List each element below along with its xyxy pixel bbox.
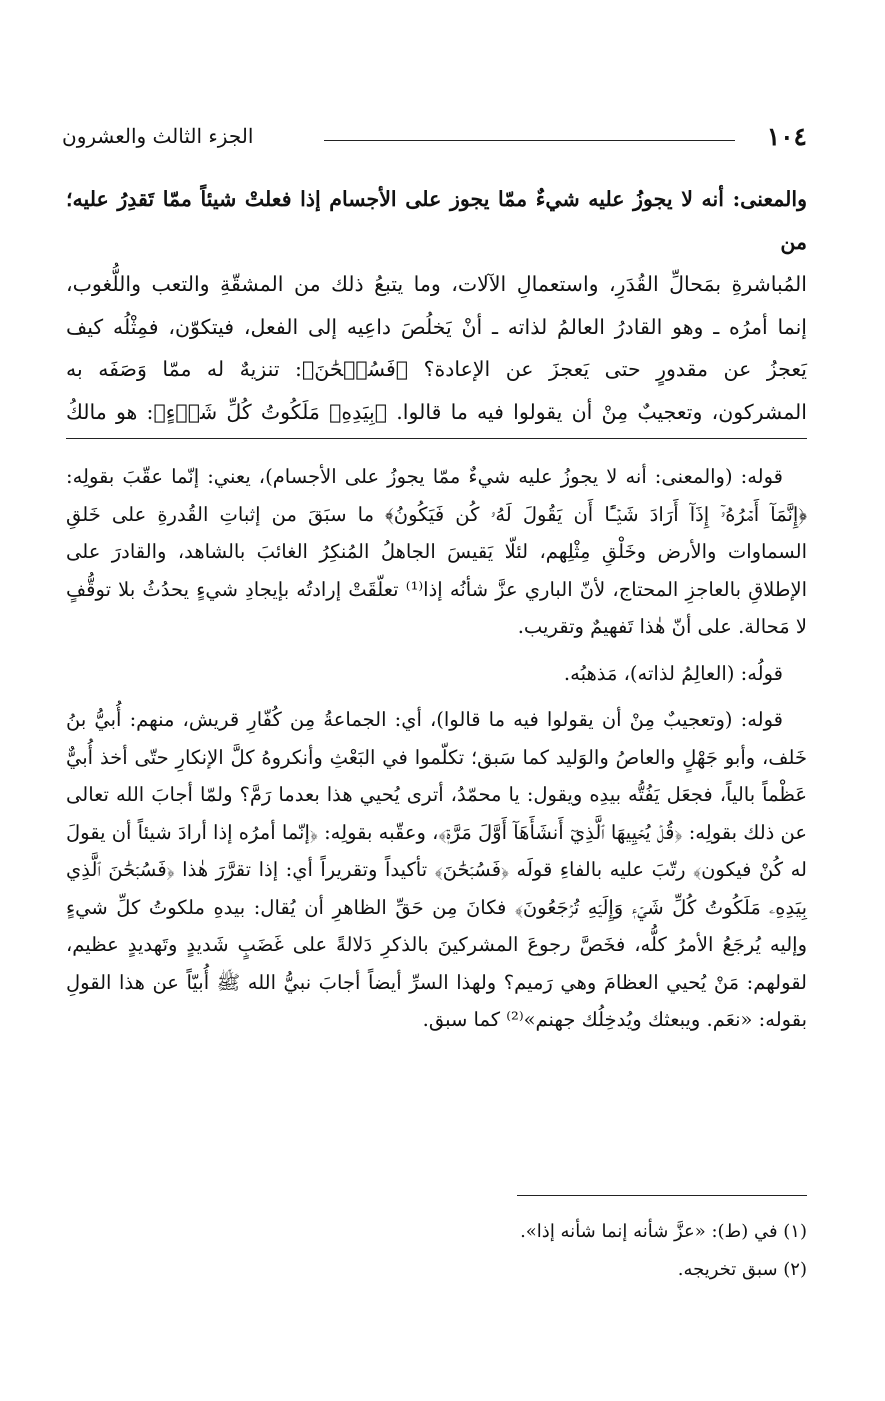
footnote: (١) في (ط): «عزَّ شأنه إنما شأنه إذا». <box>520 1221 807 1242</box>
footnote-rule <box>517 1195 807 1196</box>
commentary-paragraph: قولُه: (العالِمُ لذاته)، مَذهبُه. <box>563 661 783 685</box>
main-line: المُباشرةِ بمَحالِّ القُدَرِ، واستعمالِ الآلات، وما يتبعُ ذلك من المشقّةِ والتعب واللُّغوب، <box>66 272 807 296</box>
footnotes <box>300 1216 807 1292</box>
main-line: والمعنى: أنه لا يجوزُ عليه شيءٌ ممّا يجوز على الأجسام إذا فعلتْ شيئاً ممّا تَقدِرُ عليه؛ من <box>66 187 807 254</box>
header-rule <box>324 140 735 141</box>
main-text <box>66 178 807 433</box>
commentary <box>66 458 807 1039</box>
commentary-paragraph: قوله: (والمعنى: أنه لا يجوزُ عليه شيءٌ ممّا يجوزُ على الأجسام)، يعني: إنّما عقّبَ بقولِه: ﴿إِنَّمَآ أَمۡرُهُۥٓ إِذَآ أَرَادَ شَيۡـًٔا أَن يَقُولَ لَهُۥ كُن فَيَكُونُ﴾ ما سبَقَ من إثباتِ القُدرةِ على خَلقِ السماوات والأرض وخَلْقِ مِثْلِهم، لئلّا يَقيسَ الجاهلُ المُنكِرُ الغائبَ بالشاهد، والقادرَ على الإطلاقِ بالعاجزِ المحتاج، لأنّ الباري عزَّ شأنُه إذا⁽¹⁾ تعلّقَتْ إرادتُه بإيجادِ شيءٍ يحدُثُ بلا توقُّفٍ لا مَحالة. على أنّ هٰذا تَفهيمٌ وتقريب. <box>66 465 807 638</box>
page-header <box>62 118 807 158</box>
page-number: ١٠٤ <box>766 122 807 151</box>
main-line: إنما أمرُه ـ وهو القادرُ العالمُ لذاته ـ أنْ يَخلُصَ داعِيه إلى الفعل، فيتكوّن، فمِثْلُه كيف <box>66 314 807 339</box>
footnote: (٢) سبق تخريجه. <box>677 1259 807 1280</box>
commentary-paragraph: قوله: (وتعجيبٌ مِنْ أن يقولوا فيه ما قالوا)، أي: الجماعةُ مِن كُفّارِ قريش، منهم: أُبيُّ بنُ خَلف، وأبو جَهْلٍ والعاصُ والوَليد كما سَبق؛ تكلّموا في البَعْثِ وأنكروهُ كلَّ الإنكارِ حتّى أخذ أُبيٌّ عَظْماً بالياً، فجعَل يَفُتُّه بيدِه ويقول: يا محمّدُ، أترى يُحيي هذا بعدما رَمَّ؟ ولمّا أجابَ الله تعالى عن ذلك بقولِه: ﴿قُلۡ يُحۡيِيهَا ٱلَّذِيٓ أَنشَأَهَآ أَوَّلَ مَرَّةٖ﴾، وعقّبه بقولِه: ﴿إنّما أمرُه إذا أرادَ شيئاً أن يقولَ له كُنْ فيكون﴾ رتّبَ عليه بالفاءِ قولَه ﴿فَسُبۡحَٰنَ﴾ تأكيداً وتقريراً أي: إذا تقرَّرَ هٰذا ﴿فَسُبۡحَٰنَ ٱلَّذِي بِيَدِهِۦ مَلَكُوتُ كُلِّ شَيۡءٖ وَإِلَيۡهِ تُرۡجَعُونَ﴾ فكانَ مِن حَقِّ الظاهرِ أن يُقال: بيدهِ ملكوتُ كلِّ شيءٍ وإليه يُرجَعُ الأمرُ كلُّه، فخَصَّ رجوعَ المشركينَ بالذكرِ دَلالةً على غَضَبٍ شَديدٍ وتَهديدٍ عظيم، لقولهم: مَنْ يُحيي العظامَ وهي رَميم؟ ولهذا السرِّ أيضاً أجابَ نبيُّ الله ﷺ أُبيّاً عن هذا القولِ بقوله: «نعَم. ويبعثك ويُدخِلُك جهنم»⁽²⁾ كما سبق. <box>66 708 807 1031</box>
main-line: يَعجزُ عن مقدورٍ حتى يَعجزَ عن الإعادة؟ ﴿فَسُبۡحَٰنَ﴾: تنزيهٌ له ممّا وَصَفَه به <box>66 357 807 381</box>
text-commentary-divider <box>66 438 807 439</box>
running-title: الجزء الثالث والعشرون <box>62 124 254 148</box>
main-line: المشركون، وتعجيبٌ مِنْ أن يقولوا فيه ما قالوا. ﴿بِيَدِهِۦ مَلَكُوتُ كُلِّ شَيۡءٍ﴾: هو مالكُ <box>66 399 807 424</box>
